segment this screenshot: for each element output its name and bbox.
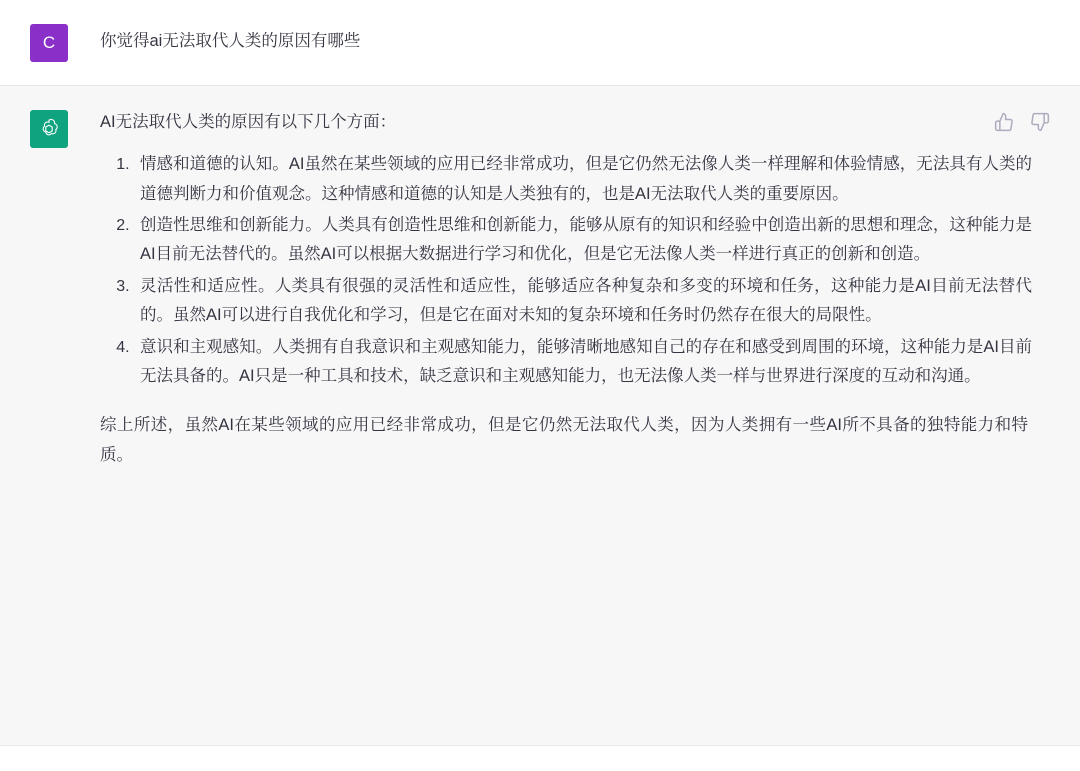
thumbs-down-icon[interactable] [1030,112,1050,132]
assistant-message [0,86,1080,746]
assistant-avatar [30,110,68,148]
list-item: 2. 创造性思维和创新能力。人类具有创造性思维和创新能力，能够从原有的知识和经验中创造出新的思想和理念，这种能力是AI目前无法替代的。虽然AI可以根据大数据进行学习和优化，但是它无法像人类一样进行真正的创新和创造。 [134,211,1032,270]
feedback-controls [994,112,1050,132]
user-message-body [100,22,1032,54]
assistant-closing-text: 综上所述，虽然AI在某些领域的应用已经非常成功，但是它仍然无法取代人类，因为人类拥有一些AI所不具备的独特能力和特质。 [100,416,1028,464]
list-item: 4. 意识和主观感知。人类拥有自我意识和主观感知能力，能够清晰地感知自己的存在和感受到周围的环境，这种能力是AI目前无法具备的。AI只是一种工具和技术，缺乏意识和主观感知能力，也无法像人类一样与世界进行深度的互动和沟通。 [134,333,1032,392]
user-avatar [30,24,68,62]
thumbs-up-icon[interactable] [994,112,1014,132]
user-avatar-initial: C [42,33,56,52]
assistant-message-body [100,108,1032,470]
user-message-text: 你觉得ai无法取代人类的原因有哪些 [100,32,361,50]
list-item: 3. 灵活性和适应性。人类具有很强的灵活性和适应性，能够适应各种复杂和多变的环境和任务，这种能力是AI目前无法替代的。虽然AI可以进行自我优化和学习，但是它在面对未知的复杂环境和任务时仍然存在很大的局限性。 [134,272,1032,331]
reason-list [100,150,1032,391]
openai-logo-icon [37,117,61,141]
list-item: 1. 情感和道德的认知。AI虽然在某些领域的应用已经非常成功，但是它仍然无法像人类一样理解和体验情感，无法具有人类的道德判断力和价值观念。这种情感和道德的认知是人类独有的，也是AI无法取代人类的重要原因。 [134,150,1032,209]
user-message [0,0,1080,86]
assistant-intro-text: AI无法取代人类的原因有以下几个方面： [100,113,397,131]
